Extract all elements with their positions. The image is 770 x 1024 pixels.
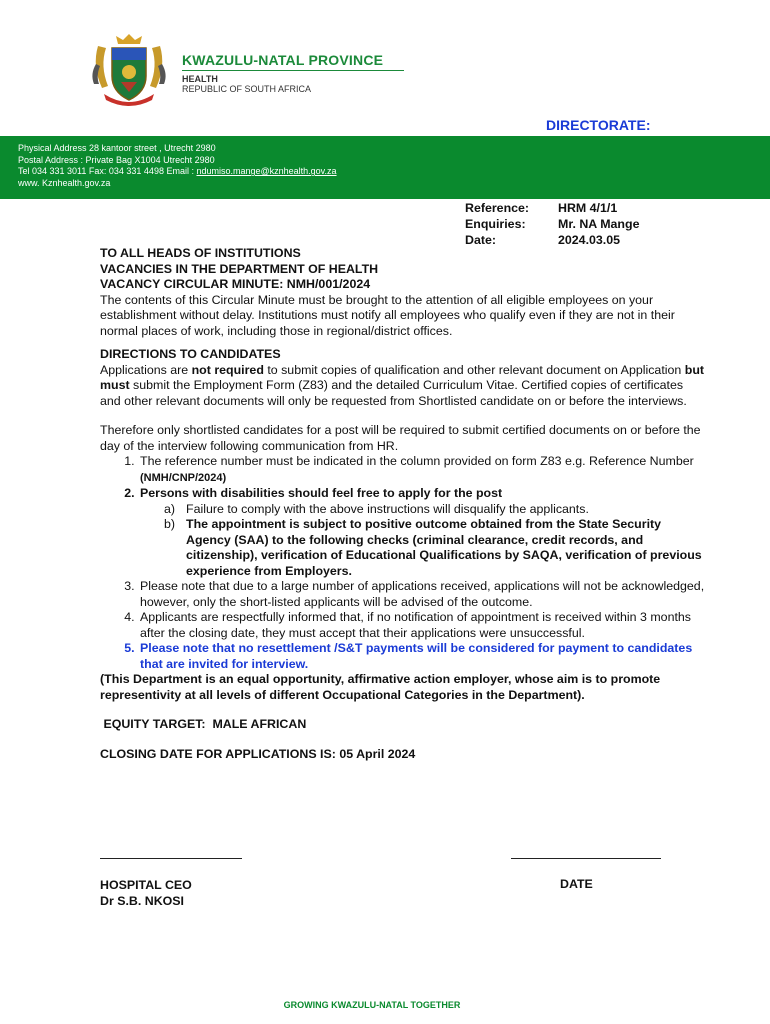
contact-line bbox=[18, 166, 337, 178]
date-label: Date: bbox=[465, 233, 496, 247]
list-item: 4. Applicants are respectfully informed that, if no notification of appointment is received within 3 months after the closing date, they must accept that their applications were unsuccessful. bbox=[138, 610, 706, 641]
reference-block bbox=[465, 200, 639, 248]
intro-paragraph: The contents of this Circular Minute must be brought to the attention of all eligible employees on your establishment without delay. Institutions must notify all employees who qualify even if they are not in their normal places of work, including those in regional/district offices. bbox=[100, 292, 675, 338]
list-item: 1. The reference number must be indicated in the column provided on form Z83 e.g. Reference Number (NMH/CNP/2024) bbox=[138, 454, 706, 486]
sub-list-item: a) Failure to comply with the above instructions will disqualify the applicants. bbox=[164, 501, 589, 516]
website: www. Kznhealth.gov.za bbox=[18, 177, 111, 188]
signatory-title: HOSPITAL CEO bbox=[100, 878, 192, 892]
addressee: TO ALL HEADS OF INSTITUTIONS bbox=[100, 246, 301, 260]
directorate-label: DIRECTORATE: bbox=[546, 117, 651, 133]
enquiries-label: Enquiries: bbox=[465, 217, 526, 231]
reference-value: HRM 4/1/1 bbox=[558, 201, 618, 215]
physical-address: Physical Address 28 kantoor street , Utrecht 2980 bbox=[18, 143, 216, 153]
list-item-resettlement: 5. Please note that no resettlement /S&T payments will be considered for payment to candidates that are invited for interview. bbox=[138, 641, 706, 672]
province-title: KWAZULU-NATAL PROVINCE bbox=[182, 52, 384, 68]
sub-list-item: b) The appointment is subject to positive outcome obtained from the State Security Agency (SAA) to the following checks (criminal clearance, credit records, and citizenship), verification of Educational Qualifications by SAQA, verification of previous experience from Employers. bbox=[164, 517, 702, 578]
enquiries-value: Mr. NA Mange bbox=[558, 217, 640, 231]
equal-opportunity-statement: (This Department is an equal opportunity, affirmative action employer, whose aim is to promote representivity at all levels of different Occupational Categories in the Department). bbox=[100, 672, 661, 702]
signature-line-date bbox=[511, 858, 661, 859]
coat-of-arms-icon bbox=[88, 26, 170, 110]
tel-fax: Tel 034 331 3011 Fax: 034 331 4498 Email : bbox=[18, 166, 197, 177]
postal-address: Postal Address : Private Bag X1004 Utrecht 2980 bbox=[18, 154, 215, 165]
subject-line: VACANCIES IN THE DEPARTMENT OF HEALTH bbox=[100, 261, 379, 276]
footer-slogan: GROWING KWAZULU-NATAL TOGETHER bbox=[283, 1000, 461, 1010]
date-value: 2024.03.05 bbox=[558, 233, 621, 247]
list-item: 3. Please note that due to a large number of applications received, applications will not be acknowledged, however, only the short-listed applicants will be advised of the outcome. bbox=[138, 579, 706, 610]
directions-paragraph: Applications are not required to submit copies of qualification and other relevant document on Application but must submit the Employment Form (Z83) and the detailed Curriculum Vitae. Certified copies of certificates and other relevant documents will only be requested from Shortlisted candidate on or before the interviews. bbox=[100, 362, 705, 408]
directions-list bbox=[100, 454, 706, 672]
department-name: HEALTH bbox=[182, 74, 218, 84]
country-name: REPUBLIC OF SOUTH AFRICA bbox=[182, 84, 312, 94]
circular-body bbox=[100, 246, 706, 762]
shortlist-paragraph: Therefore only shortlisted candidates for a post will be required to submit certified documents on or before the day of the interview following communication from HR. bbox=[100, 423, 701, 453]
header-divider bbox=[182, 70, 404, 71]
signatory-name: Dr S.B. NKOSI bbox=[100, 894, 184, 908]
closing-date: CLOSING DATE FOR APPLICATIONS IS: 05 April 2024 bbox=[100, 746, 416, 761]
directions-heading: DIRECTIONS TO CANDIDATES bbox=[100, 347, 281, 361]
list-item: 2. Persons with disabilities should feel free to apply for the post a) Failure to comply with the above instructions will disqualify the applicants. b) The appointment is subject to positive outcome obtained from the State Security Agency (SAA) to the following checks (criminal clearance, credit records, and citizenship), verification of Educational Qualifications by SAQA, verification of previous experience from Employers. bbox=[138, 486, 706, 579]
signatory-block bbox=[100, 877, 192, 909]
email-link[interactable]: ndumiso.mange@kznhealth.gov.za bbox=[196, 166, 337, 177]
signature-date-label: DATE bbox=[560, 877, 593, 891]
circular-number: VACANCY CIRCULAR MINUTE: NMH/001/2024 bbox=[100, 277, 371, 291]
equity-target: EQUITY TARGET: MALE AFRICAN bbox=[100, 717, 307, 731]
reference-label: Reference: bbox=[465, 201, 530, 215]
signature-line-ceo bbox=[100, 858, 242, 859]
address-block bbox=[18, 143, 337, 189]
